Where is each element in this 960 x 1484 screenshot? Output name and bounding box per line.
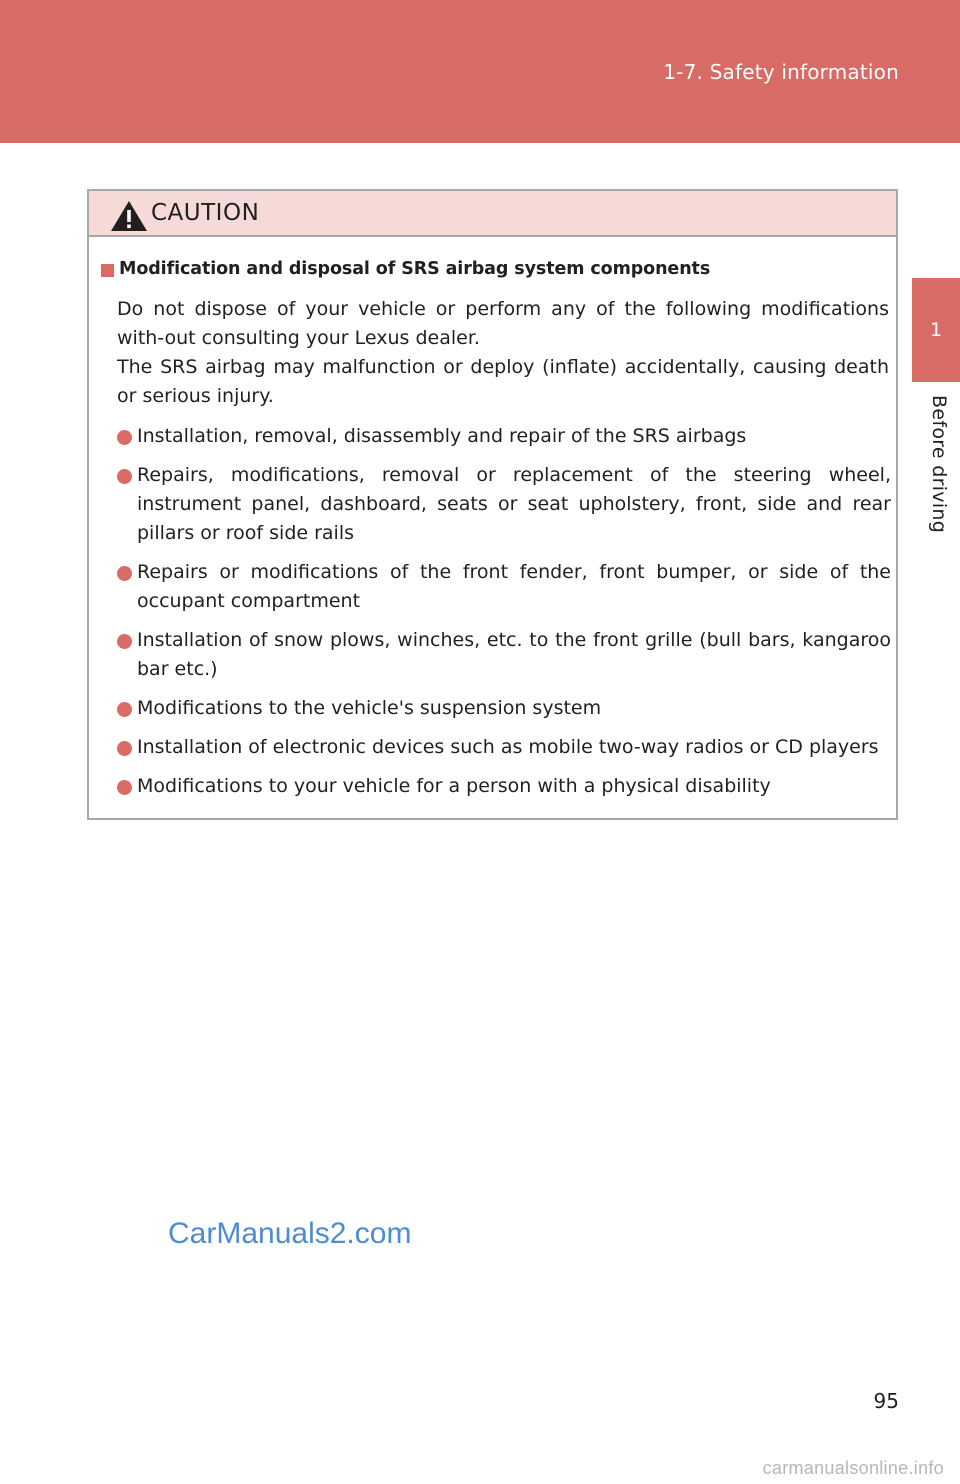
caution-box bbox=[87, 189, 898, 820]
circle-bullet-icon bbox=[117, 566, 132, 581]
list-item bbox=[117, 772, 891, 801]
watermark-carmanuals2[interactable]: CarManuals2.com bbox=[168, 1217, 412, 1250]
list-item bbox=[117, 733, 891, 762]
list-item-text: Installation, removal, disassembly and repair of the SRS airbags bbox=[137, 425, 747, 447]
caution-header bbox=[89, 191, 896, 237]
list-item-text: Repairs or modifications of the front fender, front bumper, or side of the occupant compartment bbox=[137, 561, 891, 612]
list-item-text: Installation of electronic devices such as mobile two-way radios or CD players bbox=[137, 736, 879, 758]
warning-triangle-icon bbox=[109, 199, 149, 233]
circle-bullet-icon bbox=[117, 430, 132, 445]
caution-paragraph-1: Do not dispose of your vehicle or perform any of the following modifications with-out consulting your Lexus dealer. bbox=[117, 298, 889, 349]
circle-bullet-icon bbox=[117, 702, 132, 717]
caution-heading: Modification and disposal of SRS airbag system components bbox=[119, 259, 711, 279]
circle-bullet-icon bbox=[117, 634, 132, 649]
circle-bullet-icon bbox=[117, 469, 132, 484]
list-item-text: Modifications to the vehicle's suspension system bbox=[137, 697, 602, 719]
caution-heading-row bbox=[101, 259, 710, 279]
side-tab-number[interactable]: 1 bbox=[912, 278, 960, 382]
list-item bbox=[117, 422, 891, 451]
watermark-carmanualsonline[interactable]: carmanualsonline.info bbox=[762, 1458, 944, 1478]
list-item-text: Repairs, modifications, removal or replacement of the steering wheel, instrument panel, dashboard, seats or seat upholstery, front, side and rear pillars or roof side rails bbox=[137, 464, 891, 544]
side-tab-label: Before driving bbox=[928, 395, 950, 534]
section-title: 1-7. Safety information bbox=[663, 60, 899, 84]
page-number: 95 bbox=[873, 1389, 899, 1413]
list-item bbox=[117, 461, 891, 548]
list-item bbox=[117, 558, 891, 616]
caution-paragraph-2: The SRS airbag may malfunction or deploy (inflate) accidentally, causing death or serious injury. bbox=[117, 356, 889, 407]
list-item bbox=[117, 626, 891, 684]
circle-bullet-icon bbox=[117, 780, 132, 795]
circle-bullet-icon bbox=[117, 741, 132, 756]
list-item-text: Modifications to your vehicle for a person with a physical disability bbox=[137, 775, 771, 797]
caution-bullet-list bbox=[117, 422, 891, 811]
list-item-text: Installation of snow plows, winches, etc. to the front grille (bull bars, kangaroo bar etc.) bbox=[137, 629, 891, 680]
list-item bbox=[117, 694, 891, 723]
caution-title: CAUTION bbox=[151, 200, 260, 226]
square-bullet-icon bbox=[101, 264, 114, 277]
